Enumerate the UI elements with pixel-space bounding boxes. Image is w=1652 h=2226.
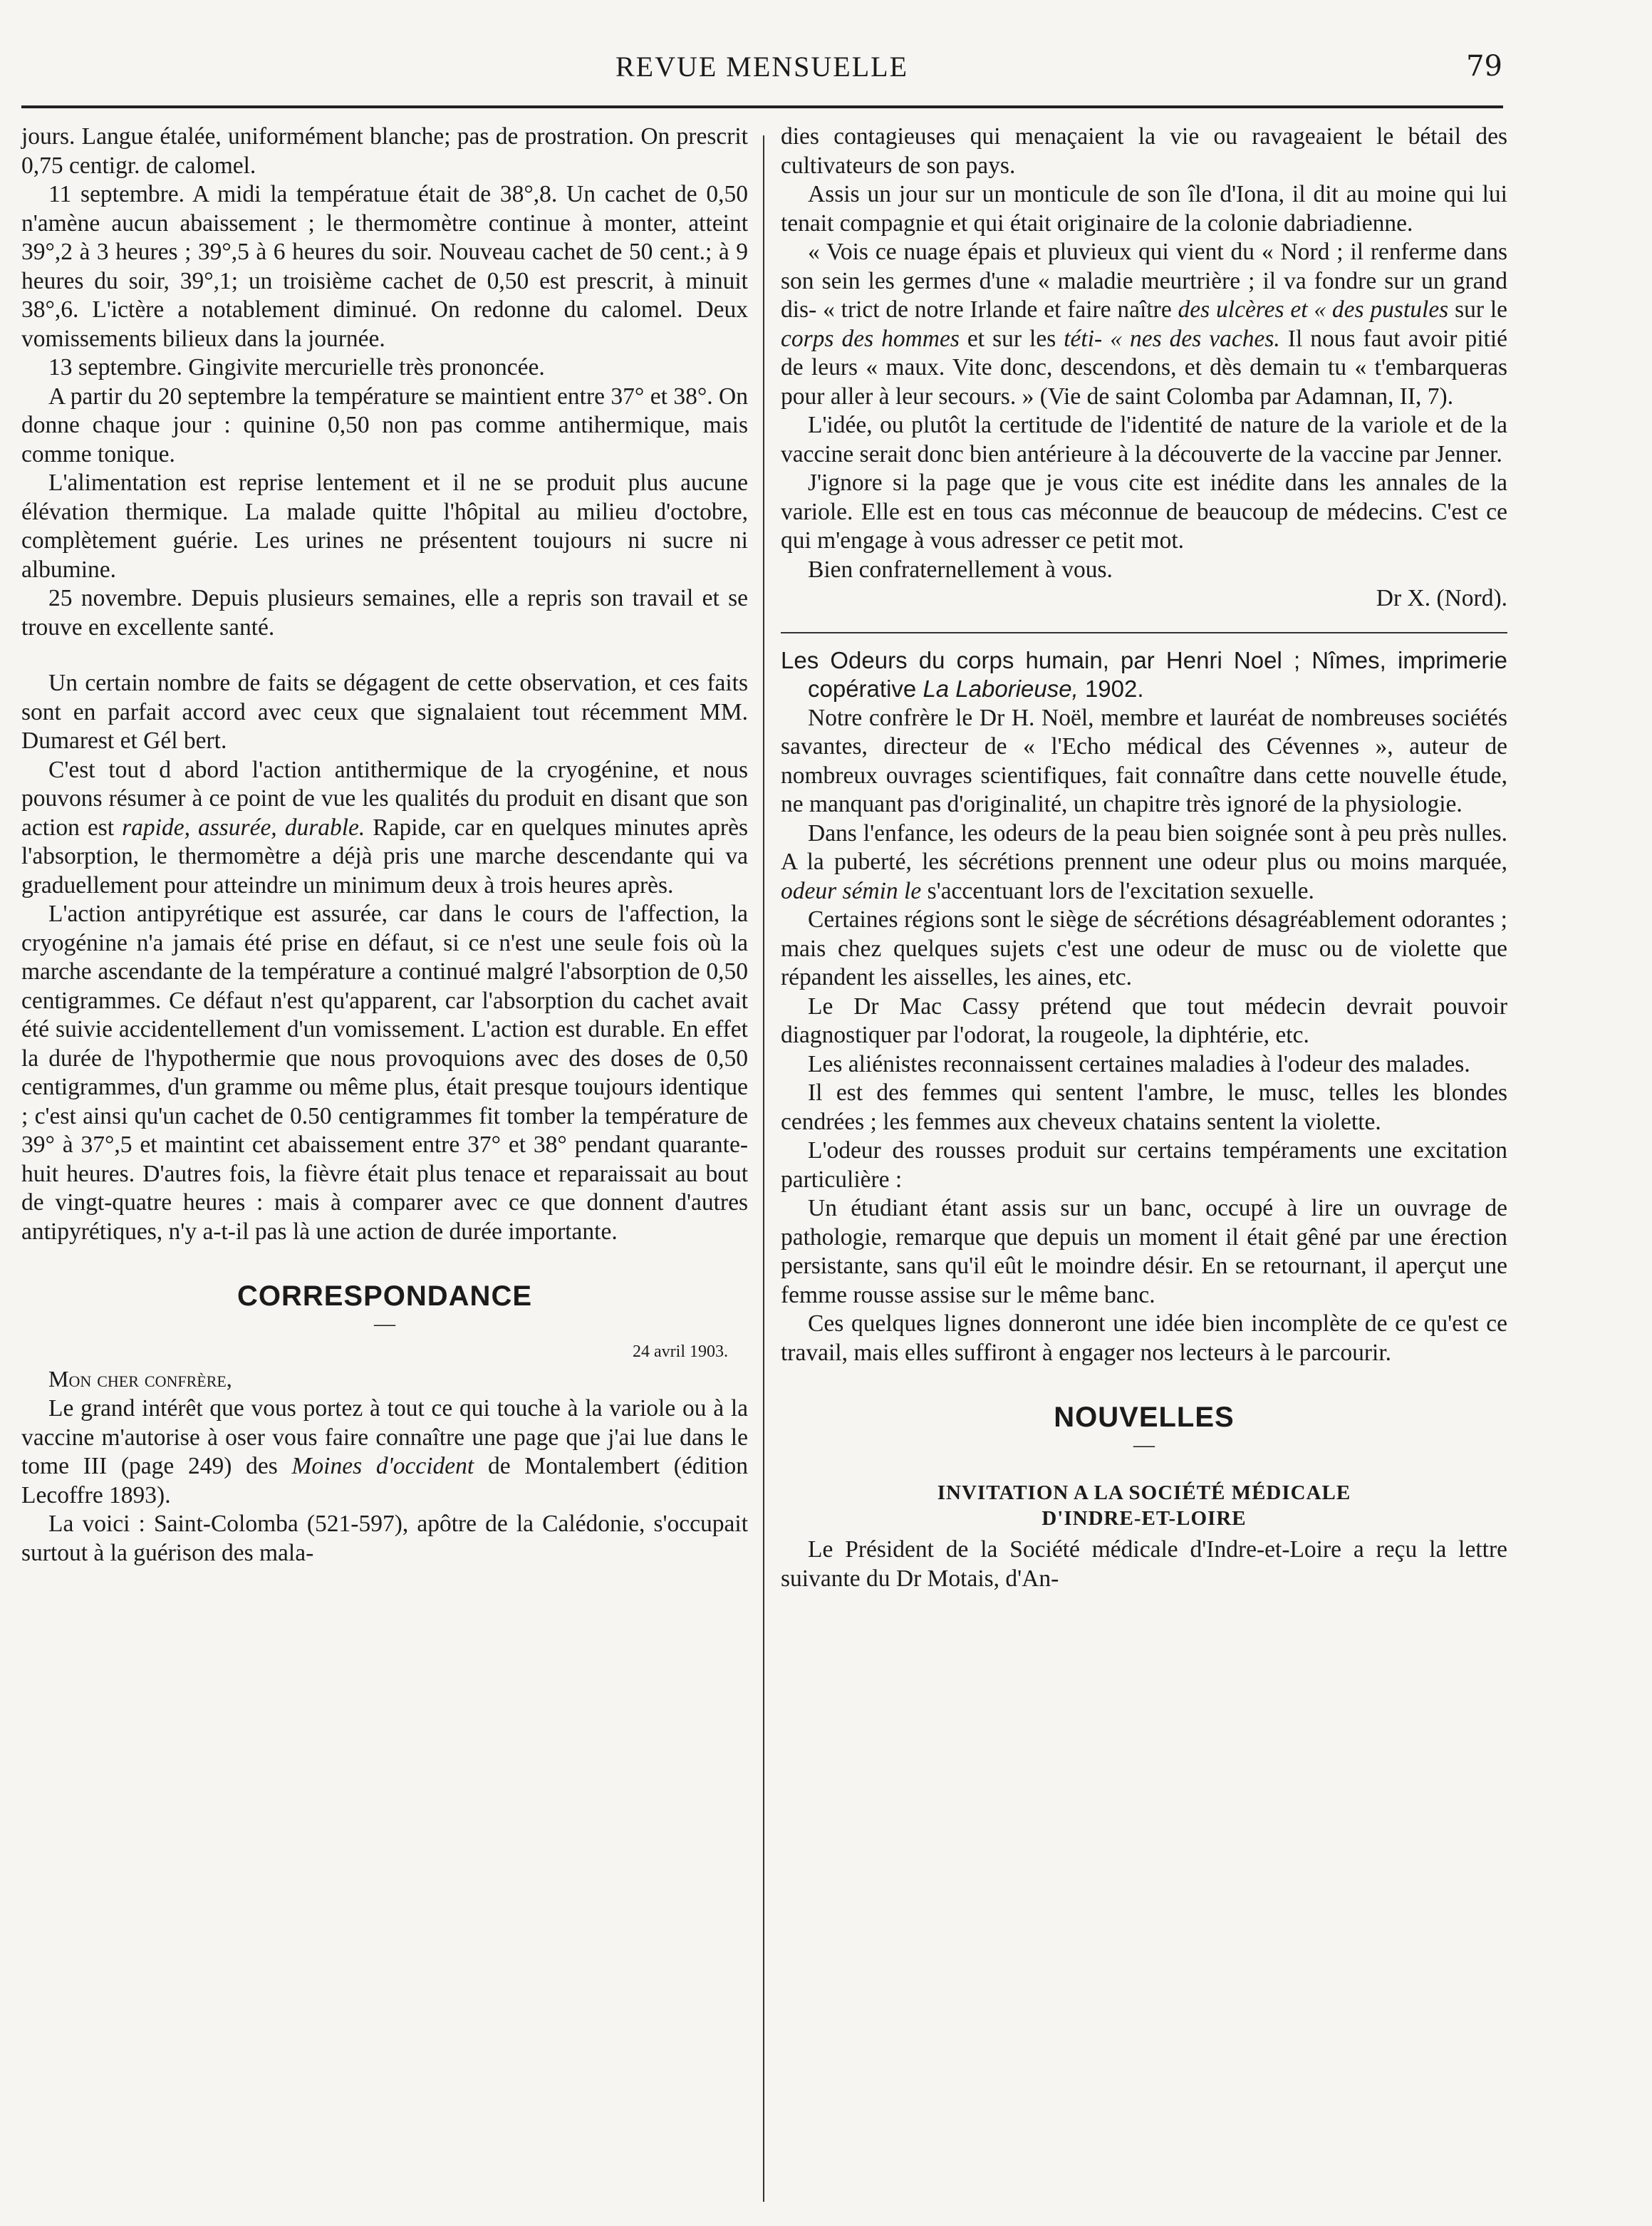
paragraph: « Vois ce nuage épais et pluvieux qui vient du « Nord ; il renferme dans son sein les germes d'une « maladie meurtrière ; il va fondre sur un grand dis- « trict de notre Irlande et faire naître des ulcères et « des pustules sur le corps des hommes et sur les téti- « nes des vaches. Il nous faut avoir pitié de leurs « maux. Vite donc, descendons, et dès demain tu « t'embarqueras pour aller à leur secours. » (Vie de saint Colomba par Adamnan, II, 7). bbox=[781, 239, 1508, 410]
paragraph: Assis un jour sur un monticule de son île d'Iona, il dit au moine qui lui tenait compagnie et qui était originaire de la colonie dabriadienne. bbox=[781, 181, 1507, 237]
page-number: 79 bbox=[1466, 50, 1502, 83]
section-title-nouvelles: NOUVELLES bbox=[1054, 1402, 1235, 1433]
paragraph: L'action antipyrétique est assurée, car dans le cours de l'affection, la cryogénine n'a jamais été prise en défaut, si ce n'est une seule fois où la marche ascendante de la température a continué malgré l'absorption de 0,50 centigrammes. Ce défaut n'est qu'apparent, car l'absorption du cachet avait été suivie accidentellement d'un vomissement. L'action est durable. En effet la durée de l'hypothermie que nous provoquions avec des doses de 0,50 centigrammes, d'un gramme ou même plus, était presque toujours identique ; c'est ainsi qu'un cachet de 0.50 centigrammes fit tomber la température de 39° à 37°,5 et maintint cet abaissement entre 37° et 38° pendant quarante-huit heures. D'autres fois, la fièvre était plus tenace et reparaissait au bout de vingt-quatre heures : mais à comparer avec ce que donnent d'autres antipyrétiques, n'y a-t-il pas là une action de durée importante. bbox=[21, 901, 748, 1245]
paragraph: Certaines régions sont le siège de sécrétions désagréablement odorantes ; mais chez quelques sujets c'est une odeur de musc ou de violette que répandent les aisselles, les aines, etc. bbox=[781, 906, 1507, 990]
right-column bbox=[781, 123, 1507, 1593]
paragraph: Le Dr Mac Cassy prétend que tout médecin devrait pouvoir diagnostiquer par l'odorat, la rougeole, la diphtérie, etc. bbox=[781, 993, 1507, 1048]
subsection-title: INVITATION A LA SOCIÉTÉ MÉDICALE D'INDRE-ET-LOIRE bbox=[937, 1481, 1351, 1530]
paragraph: 25 novembre. Depuis plusieurs semaines, elle a repris son travail et se trouve en excellente santé. bbox=[21, 585, 748, 641]
header-rule bbox=[21, 105, 1503, 108]
paragraph: La voici : Saint-Colomba (521-597), apôtre de la Calédonie, s'occupait surtout à la guérison des mala- bbox=[21, 1511, 748, 1566]
paragraph: Un étudiant étant assis sur un banc, occupé à lire un ouvrage de pathologie, remarque que depuis un moment il était gêné par une érection persistante, sans qu'il eût le moindre désir. En se retournant, il aperçut une femme rousse assise sur le même banc. bbox=[781, 1195, 1507, 1308]
section-title-correspondance: CORRESPONDANCE bbox=[237, 1280, 533, 1312]
page-header bbox=[21, 43, 1502, 86]
paragraph: Le Président de la Société médicale d'Indre-et-Loire a reçu la lettre suivante du Dr Motais, d'An- bbox=[781, 1536, 1507, 1592]
column-divider bbox=[763, 135, 764, 2202]
paragraph: J'ignore si la page que je vous cite est inédite dans les annales de la variole. Elle est en tous cas méconnue de beaucoup de médecins. C'est ce qui m'engage à vous adresser ce petit mot. bbox=[781, 470, 1507, 554]
paragraph: L'idée, ou plutôt la certitude de l'identité de nature de la variole et de la vaccine serait donc bien antérieure à la découverte de la vaccine par Jenner. bbox=[781, 412, 1507, 467]
paragraph: Dans l'enfance, les odeurs de la peau bien soignée sont à peu près nulles. A la puberté, les sécrétions prennent une odeur plus ou moins marquée, odeur sémin le s'accentuant lors de l'excitation sexuelle. bbox=[781, 819, 1507, 904]
letter-salutation: Mon cher confrère, bbox=[48, 1366, 232, 1392]
paragraph: jours. Langue étalée, uniformément blanche; pas de prostration. On prescrit 0,75 centigr. de calomel. bbox=[21, 123, 748, 179]
letter-date: 24 avril 1903. bbox=[633, 1342, 728, 1361]
running-title: REVUE MENSUELLE bbox=[615, 51, 909, 83]
paragraph: L'alimentation est reprise lentement et il ne se produit plus aucune élévation thermique. La malade quitte l'hôpital au milieu d'octobre, complètement guérie. Les urines ne présentent toujours ni sucre ni albumine. bbox=[21, 470, 748, 583]
paragraph: L'odeur des rousses produit sur certains tempéraments une excitation particulière : bbox=[781, 1137, 1507, 1193]
letter-signature: Dr X. (Nord). bbox=[1376, 585, 1507, 611]
paragraph: Un certain nombre de faits se dégagent de cette observation, et ces faits sont en parfait accord avec ceux que signalaient tout récemment MM. Dumarest et Gél bert. bbox=[21, 670, 748, 754]
paragraph: 13 septembre. Gingivite mercurielle très prononcée. bbox=[48, 354, 545, 381]
paragraph: Ces quelques lignes donneront une idée bien incomplète de ce qu'est ce travail, mais elles suffiront à engager nos lecteurs à le parcourir. bbox=[781, 1310, 1507, 1366]
left-column bbox=[21, 123, 748, 1568]
paragraph: 11 septembre. A midi la températuıe était de 38°,8. Un cachet de 0,50 n'amène aucun abaissement ; le thermomètre continue à monter, atteint 39°,2 à 3 heures ; 39°,5 à 6 heures du soir. Nouveau cachet de 50 cent.; à 9 heures du soir, 39°,1; un troisième cachet de 0,50 est prescrit, à minuit 38°,6. L'ictère a notablement diminué. On redonne du calomel. Deux vomissements bilieux dans la journée. bbox=[21, 181, 748, 352]
title-dash: — bbox=[1133, 1433, 1155, 1456]
paragraph: A partir du 20 septembre la température se maintient entre 37° et 38°. On donne chaque jour : quinine 0,50 non pas comme antihermique, mais comme tonique. bbox=[21, 383, 748, 467]
paragraph: Notre confrère le Dr H. Noël, membre et lauréat de nombreuses sociétés savantes, directeur de « l'Echo médical des Cévennes », auteur de nombreux ouvrages scientifiques, fait connaître dans cette nouvelle étude, ne manquant pas d'originalité, un chapitre très ignoré de la physiologie. bbox=[781, 704, 1507, 817]
title-dash: — bbox=[374, 1312, 395, 1335]
paragraph: Il est des femmes qui sentent l'ambre, le musc, telles les blondes cendrées ; les femmes aux cheveux chatains sentent la violette. bbox=[781, 1080, 1507, 1135]
paragraph: Les aliénistes reconnaissent certaines maladies à l'odeur des malades. bbox=[808, 1050, 1470, 1077]
book-review-heading: Les Odeurs du corps humain, par Henri Noel ; Nîmes, imprimerie copérative La Laborieuse, 1902. bbox=[781, 646, 1507, 702]
paragraph: C'est tout d abord l'action antithermique de la cryogénine, et nous pouvons résumer à ce point de vue les qualités du produit en disant que son action est rapide, assurée, durable. Rapide, car en quelques minutes après l'absorption, le thermomètre a déjà pris une marche descendante qui va graduellement pour atteindre un minimum deux à trois heures après. bbox=[21, 756, 748, 899]
paragraph: dies contagieuses qui menaçaient la vie ou ravageaient le bétail des cultivateurs de son pays. bbox=[781, 123, 1507, 179]
paragraph: Le grand intérêt que vous portez à tout ce qui touche à la variole ou à la vaccine m'autorise à oser vous faire connaître une page que j'ai lue dans le tome III (page 249) des Moines d'occident de Montalembert (édition Lecoffre 1893). bbox=[21, 1395, 748, 1508]
section-rule bbox=[781, 632, 1507, 633]
paragraph: Bien confraternellement à vous. bbox=[808, 556, 1113, 583]
